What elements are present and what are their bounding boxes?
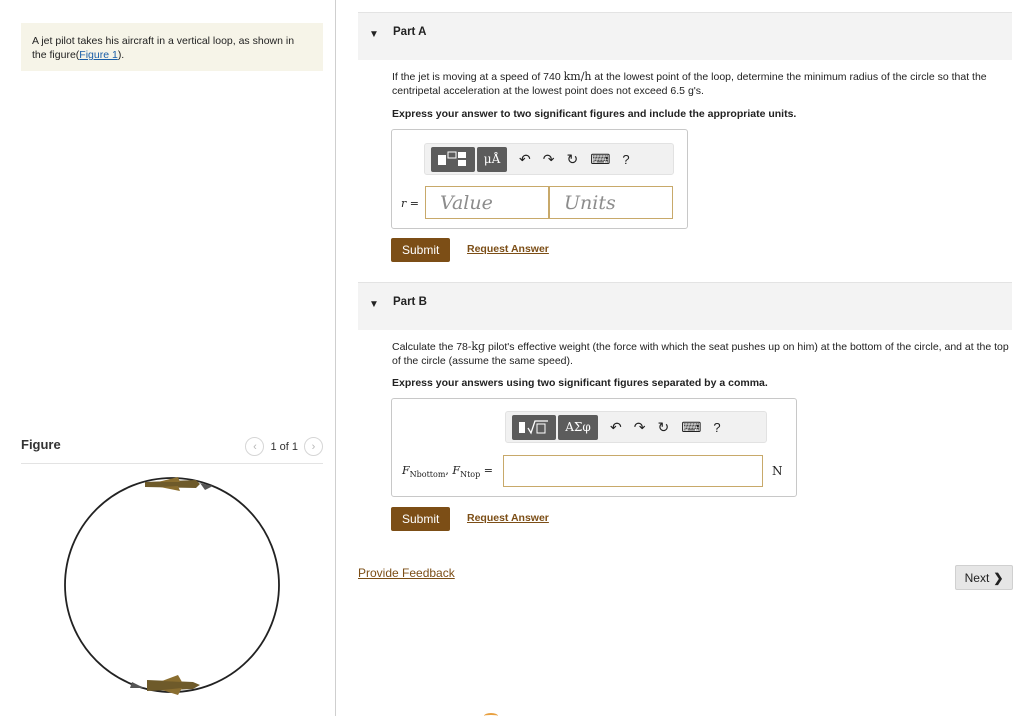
part-a-header[interactable] [358, 12, 1012, 60]
loop-circle [65, 478, 279, 692]
part-a-toolbar [424, 143, 674, 175]
chevron-right-icon: › [311, 440, 316, 453]
figure-page-count: 1 of 1 [270, 440, 298, 453]
problem-text-end: ). [117, 49, 125, 61]
r-label [401, 197, 419, 210]
part-b-instruction: Express your answers using two significant figures separated by a comma. [392, 377, 768, 389]
force-variable: F [452, 464, 461, 477]
part-b-submit-button[interactable]: Submit [391, 507, 450, 531]
radical-template-icon [517, 418, 551, 436]
provide-feedback-link[interactable]: Provide Feedback [358, 566, 455, 580]
problem-text: A jet pilot takes his aircraft in a vertical loop, as shown in the figure( [32, 35, 295, 61]
value-input[interactable] [425, 186, 549, 219]
force-subscript-bottom: Nbottom [409, 470, 446, 480]
help-button[interactable]: ? [622, 151, 630, 167]
figure-next-button[interactable] [304, 437, 323, 456]
force-subscript-top: Ntop [460, 470, 481, 480]
keyboard-icon[interactable]: ⌨ [590, 151, 611, 167]
force-variable: F [402, 464, 410, 477]
part-a-title: Part A [393, 26, 427, 38]
reset-icon[interactable]: ↻ [657, 419, 670, 435]
chevron-left-icon: ‹ [253, 440, 257, 453]
part-b-title: Part B [393, 296, 427, 308]
part-b-question-text-end: pilot's effective weight (the force with which the seat pushes up on him) at the bottom of the circle, and at the top of the circle (assume the same speed). [392, 341, 1009, 367]
problem-statement [21, 23, 323, 71]
part-b-question-text: Calculate the 78- [392, 341, 472, 353]
chevron-right-icon: ❯ [993, 570, 1004, 585]
part-b-question [392, 340, 1010, 368]
r-variable: r [401, 197, 407, 210]
collapse-caret-icon: ▼ [369, 299, 379, 310]
figure-title: Figure [21, 437, 61, 452]
figure-divider [21, 463, 323, 464]
mass-unit: kg [471, 340, 486, 353]
speed-unit: km/h [563, 70, 592, 83]
part-b-toolbar [505, 411, 767, 443]
redo-icon[interactable]: ↷ [542, 151, 555, 167]
force-separator: , [445, 464, 453, 477]
newton-unit-label: N [772, 464, 783, 478]
templates-button[interactable] [431, 147, 475, 172]
greek-symbols-button[interactable]: ΑΣφ [558, 415, 598, 440]
force-answer-input[interactable] [503, 455, 763, 487]
r-equals: = [406, 197, 419, 210]
next-button[interactable] [955, 565, 1013, 590]
part-b-header[interactable] [358, 282, 1012, 330]
force-label [402, 464, 493, 479]
collapse-caret-icon: ▼ [369, 29, 379, 40]
part-a-question [392, 70, 1010, 98]
part-a-instruction: Express your answer to two significant figures and include the appropriate units. [392, 108, 797, 120]
column-divider [335, 0, 336, 716]
part-b-request-answer-link[interactable]: Request Answer [467, 512, 549, 524]
keyboard-icon[interactable]: ⌨ [681, 419, 702, 435]
jet-bottom-icon [147, 675, 200, 695]
reset-icon[interactable]: ↻ [566, 151, 579, 167]
units-symbol-button[interactable]: μÅ [477, 147, 507, 172]
units-input[interactable] [549, 186, 673, 219]
templates-icon [436, 150, 470, 168]
figure-prev-button[interactable] [245, 437, 264, 456]
vertical-loop-figure [50, 470, 300, 700]
force-equals: = [480, 464, 493, 477]
help-button[interactable]: ? [713, 419, 721, 435]
figure-pager [245, 437, 323, 456]
next-label: Next [964, 570, 990, 585]
redo-icon[interactable]: ↷ [633, 419, 646, 435]
figure-header [21, 437, 323, 459]
part-a-request-answer-link[interactable]: Request Answer [467, 243, 549, 255]
part-a-submit-button[interactable]: Submit [391, 238, 450, 262]
undo-icon[interactable]: ↶ [519, 151, 531, 167]
templates-button[interactable] [512, 415, 556, 440]
arrow-bottom-icon [130, 682, 144, 688]
part-a-question-text-end: at the lowest point of the loop, determine the minimum radius of the circle so that the centripetal acceleration at the lowest point does not exceed 6.5 g's. [392, 71, 987, 97]
undo-icon[interactable]: ↶ [610, 419, 622, 435]
part-a-question-text: If the jet is moving at a speed of 740 [392, 71, 564, 83]
figure-link[interactable]: Figure 1 [79, 49, 118, 61]
